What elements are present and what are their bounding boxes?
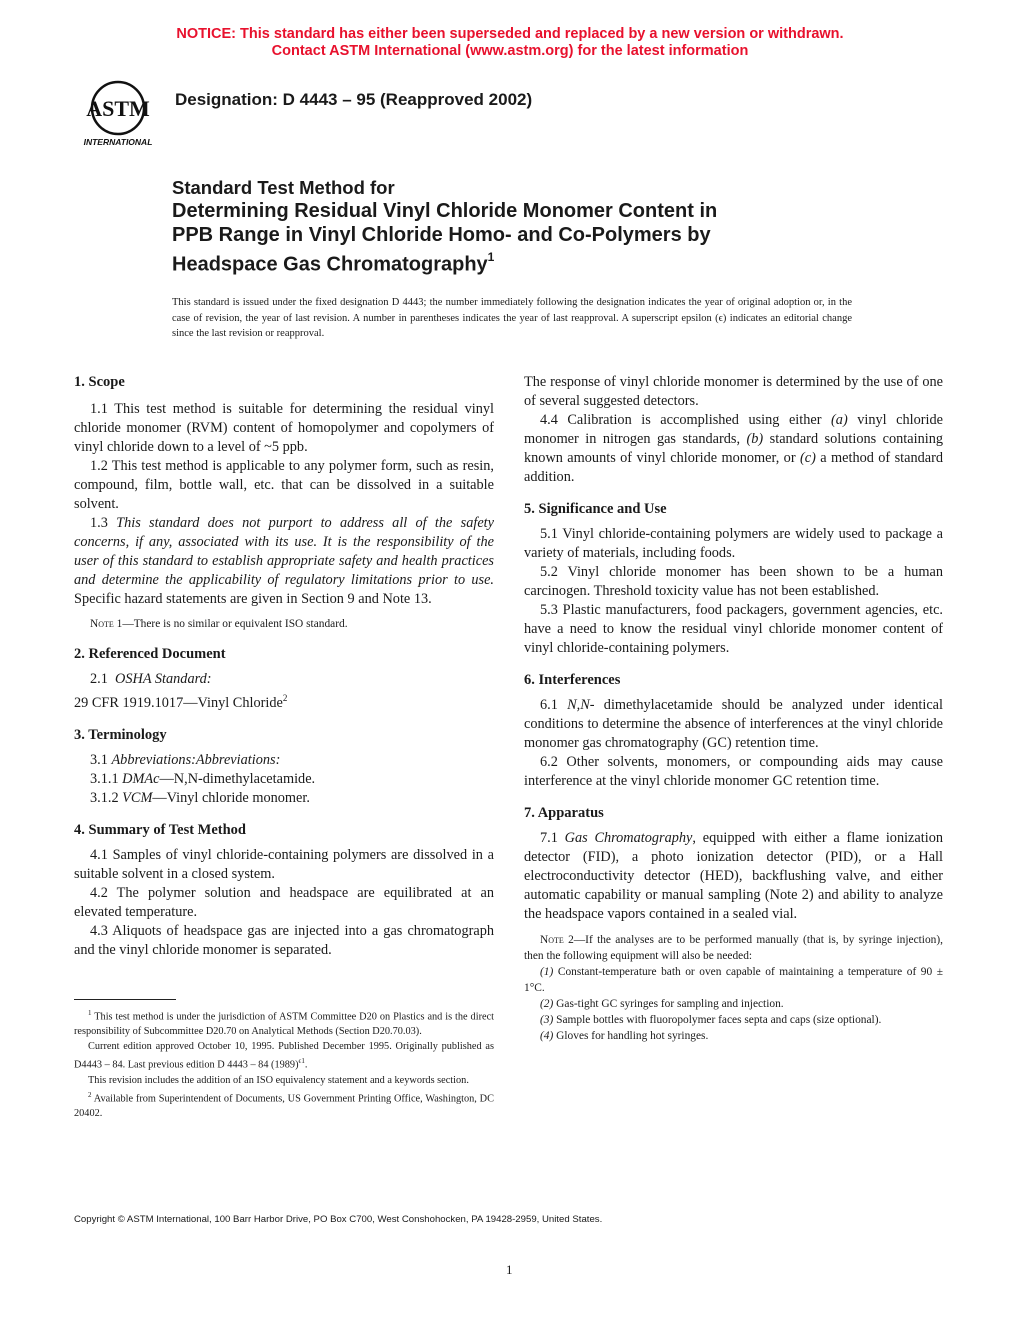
para-4-1: 4.1 Samples of vinyl chloride-containing polymers are dissolved in a suitable solvent in a closed system. [74, 846, 494, 882]
para-5-1: 5.1 Vinyl chloride-containing polymers are widely used to package a variety of materials, including foods. [524, 526, 943, 561]
para-1-1: 1.1 This test method is suitable for determining the residual vinyl chloride monomer (RVM) content of homopolymer and copolymers of vinyl chloride down to a level of ~5 ppb. [74, 401, 494, 455]
note-2-item-2: (2) Gas-tight GC syringes for sampling and injection. [540, 998, 784, 1010]
footnote-1: $^1$ This test method is under the jurisdiction of ASTM Committee D20 on Plastics and is the direct responsibility of Subcommittee D20.70 on Analytical Methods (Section D20.70.03). [74, 1009, 494, 1038]
para-6-1: 6.1 N,N- dimethylacetamide should be analyzed under identical conditions to determine the absence of interferences at the vinyl chloride monomer gas chromatography (GC) retention time. [524, 697, 943, 751]
note-2-item-1: (1) Constant-temperature bath or oven capable of maintaining a temperature of 90 ± 1°C. [524, 966, 943, 994]
para-3-1-1: 3.1.1 DMAc—N,N-dimethylacetamide. [90, 770, 316, 787]
para-4-2: 4.2 The polymer solution and headspace are equilibrated at an elevated temperature. [74, 884, 494, 920]
withdrawn-notice [0, 26, 1020, 60]
astm-logo [74, 78, 162, 148]
cfr-reference: 29 CFR 1919.1017—Vinyl Chloride$^2$ [74, 693, 288, 711]
section-heading-interferences: 6. Interferences [524, 672, 621, 688]
footnotes [74, 1006, 494, 1121]
designation: Designation: D 4443 – 95 (Reapproved 2002) [175, 90, 533, 109]
notice-line-2: Contact ASTM International (www.astm.org) for the latest information [271, 43, 749, 59]
title-line-3: PPB Range in Vinyl Chloride Homo- and Co-Polymers by [172, 224, 711, 246]
title-footnote-ref: 1 [487, 250, 495, 264]
copyright: Copyright © ASTM International, 100 Barr Harbor Drive, PO Box C700, West Conshohocken, PA 19428-2959, United States. [74, 1214, 603, 1225]
note-2-item-3: (3) Sample bottles with fluoropolymer faces septa and caps (size optional). [540, 1014, 882, 1026]
para-4-3-continued: The response of vinyl chloride monomer is determined by the use of one of several suggested detectors. [524, 374, 943, 409]
section-heading-apparatus: 7. Apparatus [524, 805, 604, 821]
para-4-3: 4.3 Aliquots of headspace gas are injected into a gas chromatograph and the vinyl chloride monomer is separated. [74, 922, 494, 958]
para-7-1: 7.1 Gas Chromatography, equipped with either a flame ionization detector (FID), a photo ionization detector (PID), or a Hall electroconductivity detector (HED), backflushing valve, and either automatic capability or manual sampling (Note 2) and ability to analyze the headspace vapors contained in a sealed vial. [524, 830, 943, 922]
issued-statement: This standard is issued under the fixed designation D 4443; the number immediately following the designation indicates the year of original adoption or, in the case of revision, the year of last revision. A number in parentheses indicates the year of last reapproval. A superscript epsilon (ϵ) indicates an editorial change since the last revision or reapproval. [172, 297, 852, 339]
title-line-1: Standard Test Method for [172, 177, 395, 198]
section-heading-summary: 4. Summary of Test Method [74, 821, 246, 838]
note-2-item-4: (4) Gloves for handling hot syringes. [540, 1030, 709, 1042]
note-2: Note 2—If the analyses are to be performed manually (that is, by syringe injection), then the following equipment will also be needed: [524, 934, 943, 962]
para-3-1-2: 3.1.2 VCM—Vinyl chloride monomer. [90, 789, 310, 806]
para-6-2: 6.2 Other solvents, monomers, or compounding aids may cause interference at the vinyl chloride monomer GC retention time. [524, 754, 943, 789]
para-1-2: 1.2 This test method is applicable to any polymer form, such as resin, compound, film, bottle wall, etc. that can be dissolved in a suitable solvent. [74, 458, 494, 512]
section-heading-refdoc: 2. Referenced Document [74, 646, 226, 662]
para-1-3: 1.3 This standard does not purport to address all of the safety concerns, if any, associated with its use. It is the responsibility of the user of this standard to establish appropriate safety and health practices and determine the applicability of regulatory limitations prior to use. Specific hazard statements are given in Section 9 and Note 13. [74, 515, 494, 607]
logo-text: ASTM [86, 96, 150, 121]
para-5-3: 5.3 Plastic manufacturers, food packagers, government agencies, etc. have a need to know the residual vinyl chloride monomer content of vinyl chloride-containing polymers. [524, 602, 943, 656]
para-2-1: 2.1 OSHA Standard: [90, 671, 212, 687]
document-title [172, 176, 872, 277]
para-4-4: 4.4 Calibration is accomplished using either (a) vinyl chloride monomer in nitrogen gas standards, (b) standard solutions containing known amounts of vinyl chloride monomer, or (c) a method of standard addition. [524, 412, 944, 485]
logo-subtext: INTERNATIONAL [83, 137, 153, 147]
footnote-divider [74, 999, 176, 1000]
astm-logo-icon [74, 78, 162, 148]
section-heading-terminology: 3. Terminology [74, 726, 167, 743]
right-column [524, 373, 943, 1044]
footnote-1-edition: Current edition approved October 10, 1995. Published December 1995. Originally published as D4443 – 84. Last previous edition D 4443 – 84 $(1989)^{\epsilon 1}$. [74, 1041, 494, 1071]
section-heading-significance: 5. Significance and Use [524, 501, 667, 517]
footnote-1-revision: This revision includes the addition of an ISO equivalency statement and a keywords section. [88, 1074, 469, 1086]
para-5-2: 5.2 Vinyl chloride monomer has been shown to be a human carcinogen. Threshold toxicity value has not been established. [524, 564, 943, 599]
notice-line-1: NOTICE: This standard has either been superseded and replaced by a new version or withdrawn. [176, 26, 844, 42]
footnote-2: $^2$ Available from Superintendent of Documents, US Government Printing Office, Washington, DC 20402. [74, 1090, 494, 1120]
title-line-2: Determining Residual Vinyl Chloride Monomer Content in [172, 200, 718, 222]
title-line-4: Headspace Gas Chromatography$^1$ [172, 250, 495, 276]
left-column [74, 373, 494, 960]
note-1: Note 1—There is no similar or equivalent ISO standard. [90, 618, 348, 630]
para-3-1: 3.1 Abbreviations:Abbreviations: [90, 751, 281, 768]
section-heading-scope: 1. Scope [74, 374, 125, 390]
page-number: 1 [506, 1262, 513, 1277]
